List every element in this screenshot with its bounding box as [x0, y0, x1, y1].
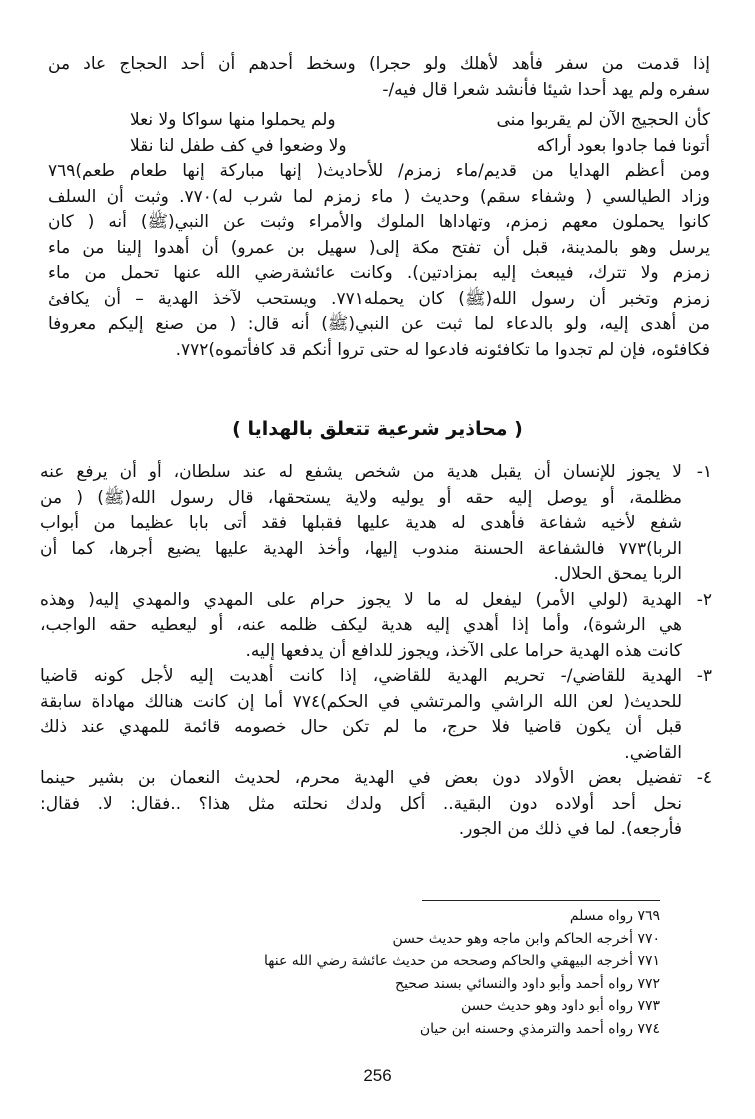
verse-second-hemistich: ولم يحملوا منها سواكا ولا نعلا — [130, 110, 336, 130]
list-item-number: ٤- — [696, 768, 712, 788]
footnote: ٧٧٢ رواه أحمد وأبو داود والنسائي بسند صحيح — [395, 975, 660, 992]
text-line: الهدية (لولي الأمر) ليفعل له ما لا يجوز حرام على المهدي والمهدي إليه( وهذه — [40, 589, 682, 610]
text-line: القاضي. — [624, 742, 682, 763]
text-line: فأرجعه). لما في ذلك من الجور. — [458, 819, 682, 839]
text-line: زمزم ولا تترك، فيبعث إليه بمزادتين). وكانت عائشةرضي الله عنها تحمل من ماء — [48, 263, 710, 283]
page-number: 256 — [363, 1066, 392, 1085]
verse-first-hemistich: كأن الحجيج الآن لم يقربوا منى — [496, 110, 710, 130]
list-item — [40, 766, 712, 843]
text-line: يرسل وهو بالمدينة، قبل أن تفتح مكة إلى( سهيل بن عمرو) أن أهدوا إلينا من ماء — [48, 237, 710, 258]
section-heading: ( محاذير شرعية تتعلق بالهدايا ) — [232, 418, 523, 440]
verse-second-hemistich: ولا وضعوا في كف طفل لنا نقلا — [130, 135, 347, 156]
footnotes — [200, 905, 660, 1040]
text-line: قبل أن يكون قاضيا فلا حرج، ما لم تكن حال خصومه قائمة للمهدي عند ذلك — [40, 717, 682, 737]
text-line: زمزم وتخبر أن رسول الله(ﷺ) كان يحمله٧٧١. ويستحب لآخذ الهدية – أن يكافئ — [48, 288, 711, 309]
text-line: إذا قدمت من سفر فأهد لأهلك ولو حجرا) وسخط أحدهم أن أحد الحجاج عاد من — [48, 54, 710, 74]
text-line: هي الرشوة)، وأما إذا أهدي إليه هدية ليكف ظلمه عنه، أو ليعطيه حقه الواجب، — [40, 615, 682, 635]
numbered-list — [40, 460, 712, 843]
list-item — [40, 664, 712, 766]
text-line: من أهدى إليه، ولو بالدعاء لما ثبت عن النبي(ﷺ) أنه قال: ( من صنع إليكم معروفا — [48, 314, 710, 334]
list-item-number: ١- — [696, 462, 712, 482]
text-line: لا يجوز للإنسان أن يقبل هدية من شخص يشفع له عند سلطان، أو أن يرفع عنه — [40, 462, 682, 482]
text-line: كانوا يحملون معهم زمزم، وتهاداها الملوك والأمراء وثبت عن النبي(ﷺ) أنه ( كان — [48, 212, 710, 232]
footnote: ٧٧١ أخرجه البيهقي والحاكم وصححه من حديث عائشة رضي الله عنها — [264, 953, 660, 969]
footnote: ٧٧٣ رواه أبو داود وهو حديث حسن — [461, 998, 660, 1014]
text-line: نحل أحد أولاده دون البقية.. أكل ولدك نحلته مثل هذا؟ ..فقال: لا. فقال: — [40, 793, 682, 814]
intro-text — [48, 52, 710, 103]
poem — [130, 108, 710, 159]
footnote-separator — [422, 900, 660, 901]
footnote: ٧٧٠ أخرجه الحاكم وابن ماجه وهو حديث حسن — [392, 930, 660, 947]
verse-first-hemistich: أتونا فما جادوا بعود أراكه — [536, 135, 710, 156]
text-line: للحديث( لعن الله الراشي والمرتشي في الحكم)٧٧٤ أما إن كانت هنالك مهاداة سابقة — [40, 691, 682, 712]
body-paragraph — [48, 159, 710, 363]
list-item-number: ٣- — [696, 666, 712, 686]
text-line: الربا)٧٧٣ فالشفاعة الحسنة مندوب إليها، وأخذ الهدية عليها يضيع أجرها، كما أن — [40, 538, 682, 559]
text-line: مظلمة، أو يوصل إليه حقه أو يوليه ولاية يستحقها، قال رسول الله(ﷺ) ( من — [40, 487, 682, 508]
list-item — [40, 460, 712, 588]
text-line: الربا يمحق الحلال. — [553, 564, 682, 584]
footnote: ٧٦٩ رواه مسلم — [569, 908, 660, 924]
list-item — [40, 588, 712, 665]
text-line: وزاد الطيالسي ( وشفاء سقم) وحديث ( ماء زمزم لما شرب له)٧٧٠. وثبت أن السلف — [48, 186, 710, 207]
poem-verse — [130, 134, 710, 160]
text-line: كانت هذه الهدية حراما على الآخذ، ويجوز للدافع أن يدفعها إليه. — [245, 640, 682, 661]
poem-verse — [130, 108, 710, 134]
text-line: تفضيل بعض الأولاد دون بعض في الهدية محرم، لحديث النعمان بن بشير حينما — [40, 768, 682, 788]
text-line: ومن أعظم الهدايا من قديم/ماء زمزم/ للأحاديث( إنها مباركة إنها طعام طعم)٧٦٩ — [48, 161, 710, 181]
footnote: ٧٧٤ رواه أحمد والترمذي وحسنه ابن حيان — [419, 1020, 660, 1037]
list-item-number: ٢- — [696, 589, 712, 610]
text-line: شفع لأخيه شفاعة فأهدى له هدية عليها فقبلها فقد أتى بابا عظيما من أبواب — [40, 513, 682, 533]
text-line: الهدية للقاضي/- تحريم الهدية للقاضي، إذا كانت أهديت إليه لأجل كونه قاضيا — [40, 666, 682, 686]
text-line: سفره ولم يهد أحدا شيئا فأنشد شعرا قال فيه/- — [382, 79, 710, 100]
text-line: فكافئوه، فإن لم تجدوا ما تكافئونه فادعوا له حتى تروا أنكم قد كافأتموه)٧٧٢. — [175, 339, 710, 360]
